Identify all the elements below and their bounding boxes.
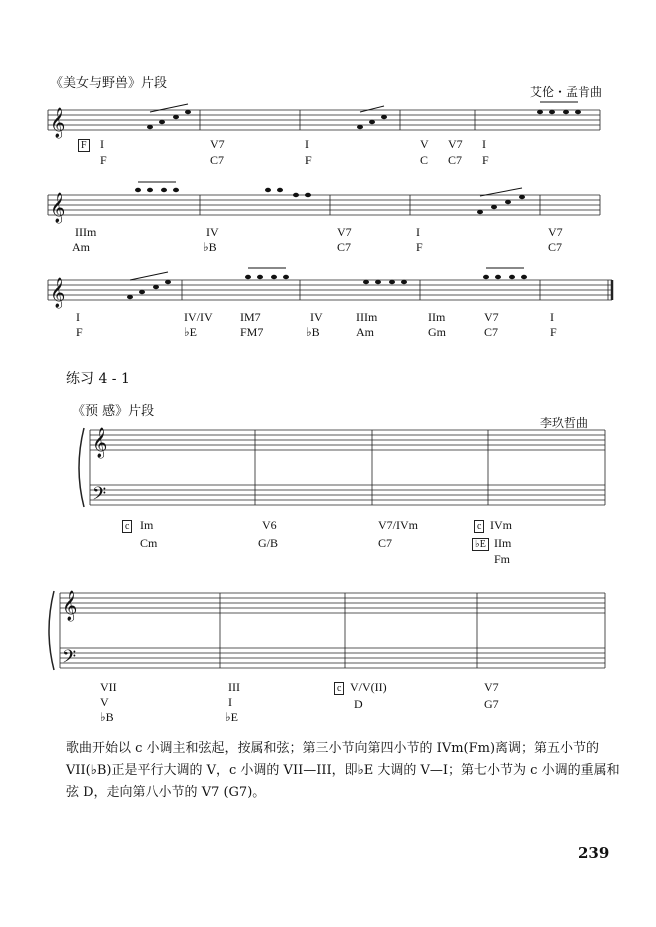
roman-numeral: I — [100, 137, 104, 151]
chord-symbol: F — [76, 325, 83, 339]
key-box: c — [122, 518, 132, 533]
roman-numeral: I — [416, 225, 420, 239]
roman-numeral: IVm — [490, 518, 512, 532]
chord-symbol: ♭B — [306, 325, 320, 339]
roman-numeral: V7 — [448, 137, 463, 151]
key-box: c — [474, 518, 484, 533]
treble-clef-icon: 𝄞 — [50, 193, 66, 223]
chord-symbol: F — [305, 153, 312, 167]
grand-staff-2 — [49, 591, 605, 670]
chord-symbol: F — [416, 240, 423, 254]
roman-numeral: IV — [310, 310, 323, 324]
chord-symbol: C7 — [484, 325, 499, 339]
roman-numeral: V6 — [262, 518, 277, 532]
exercise-composer: 李玖哲曲 — [540, 416, 589, 430]
roman-numeral: V — [100, 695, 109, 709]
staff-system-2 — [48, 195, 600, 215]
chord-symbol: C7 — [548, 240, 563, 254]
chord-symbol: Fm — [494, 552, 511, 566]
treble-clef-icon: 𝄞 — [50, 278, 66, 308]
roman-numeral: V/V(II) — [350, 680, 387, 694]
chord-symbol: G7 — [484, 697, 499, 711]
bass-clef-icon: 𝄢 — [62, 647, 77, 672]
roman-numeral: I — [482, 137, 486, 151]
explanation-paragraph: 歌曲开始以 c 小调主和弦起，按属和弦；第三小节向第四小节的 IVm(Fm)离调；第五小节的 VII(♭B)正是平行大调的 V，c 小调的 VII—III，即♭E 大调的 V—I；第七小节为 c 小调的重属和弦 D，走向第八小节的 V7 (G7)。 — [66, 741, 620, 800]
roman-numeral: VII — [100, 680, 117, 694]
roman-numeral: IIIm — [75, 225, 97, 239]
piece1-title: 《美女与野兽》片段 — [50, 76, 168, 91]
grand-staff-1 — [79, 428, 605, 507]
roman-numeral: IV/IV — [184, 310, 213, 324]
roman-numeral: I — [305, 137, 309, 151]
roman-numeral: I — [76, 310, 80, 324]
chord-symbol: F — [100, 153, 107, 167]
chord-symbol: Cm — [140, 536, 158, 550]
bass-clef-icon: 𝄢 — [92, 484, 107, 509]
chord-symbol: C7 — [337, 240, 352, 254]
key-box: ♭E — [472, 536, 489, 551]
roman-numeral: V7 — [484, 680, 499, 694]
chord-symbol: G/B — [258, 536, 279, 550]
chord-symbol: ♭E — [225, 710, 238, 724]
chord-symbol: FM7 — [240, 325, 264, 339]
roman-numeral: V — [420, 137, 429, 151]
staff-system-1 — [48, 110, 600, 130]
treble-clef-icon: 𝄞 — [62, 591, 78, 621]
roman-numeral: V7 — [484, 310, 499, 324]
piece1-composer: 艾伦・孟肯曲 — [530, 85, 603, 99]
chord-symbol: ♭B — [203, 240, 217, 254]
roman-numeral: III — [228, 680, 240, 694]
page-number: 239 — [578, 844, 610, 862]
chord-symbol: D — [354, 697, 363, 711]
chord-symbol: C — [420, 153, 429, 167]
roman-numeral: IIm — [428, 310, 446, 324]
treble-clef-icon: 𝄞 — [92, 428, 108, 458]
roman-numeral: V7 — [548, 225, 563, 239]
chord-symbol: F — [482, 153, 489, 167]
roman-numeral: I — [228, 695, 232, 709]
roman-numeral: I — [550, 310, 554, 324]
roman-numeral: V7 — [210, 137, 225, 151]
roman-numeral: Im — [140, 518, 154, 532]
chord-symbol: F — [550, 325, 557, 339]
roman-numeral: IIm — [494, 536, 512, 550]
roman-numeral: IIIm — [356, 310, 378, 324]
chord-symbol: Am — [356, 325, 374, 339]
exercise-title: 《预 感》片段 — [72, 404, 155, 419]
roman-numeral: V7 — [337, 225, 352, 239]
key-box: F — [78, 137, 90, 152]
chord-symbol: ♭B — [100, 710, 114, 724]
exercise-heading: 练习 4 - 1 — [66, 371, 130, 387]
key-box: c — [334, 680, 344, 695]
roman-numeral: IM7 — [240, 310, 261, 324]
treble-clef-icon: 𝄞 — [50, 108, 66, 138]
chord-symbol: Am — [72, 240, 90, 254]
noteheads — [127, 110, 581, 299]
chord-symbol: C7 — [378, 536, 393, 550]
chord-symbol: Gm — [428, 325, 446, 339]
chord-symbol: C7 — [210, 153, 225, 167]
chord-symbol: ♭E — [184, 325, 197, 339]
roman-numeral: V7/IVm — [378, 518, 418, 532]
roman-numeral: IV — [206, 225, 219, 239]
chord-symbol: C7 — [448, 153, 463, 167]
